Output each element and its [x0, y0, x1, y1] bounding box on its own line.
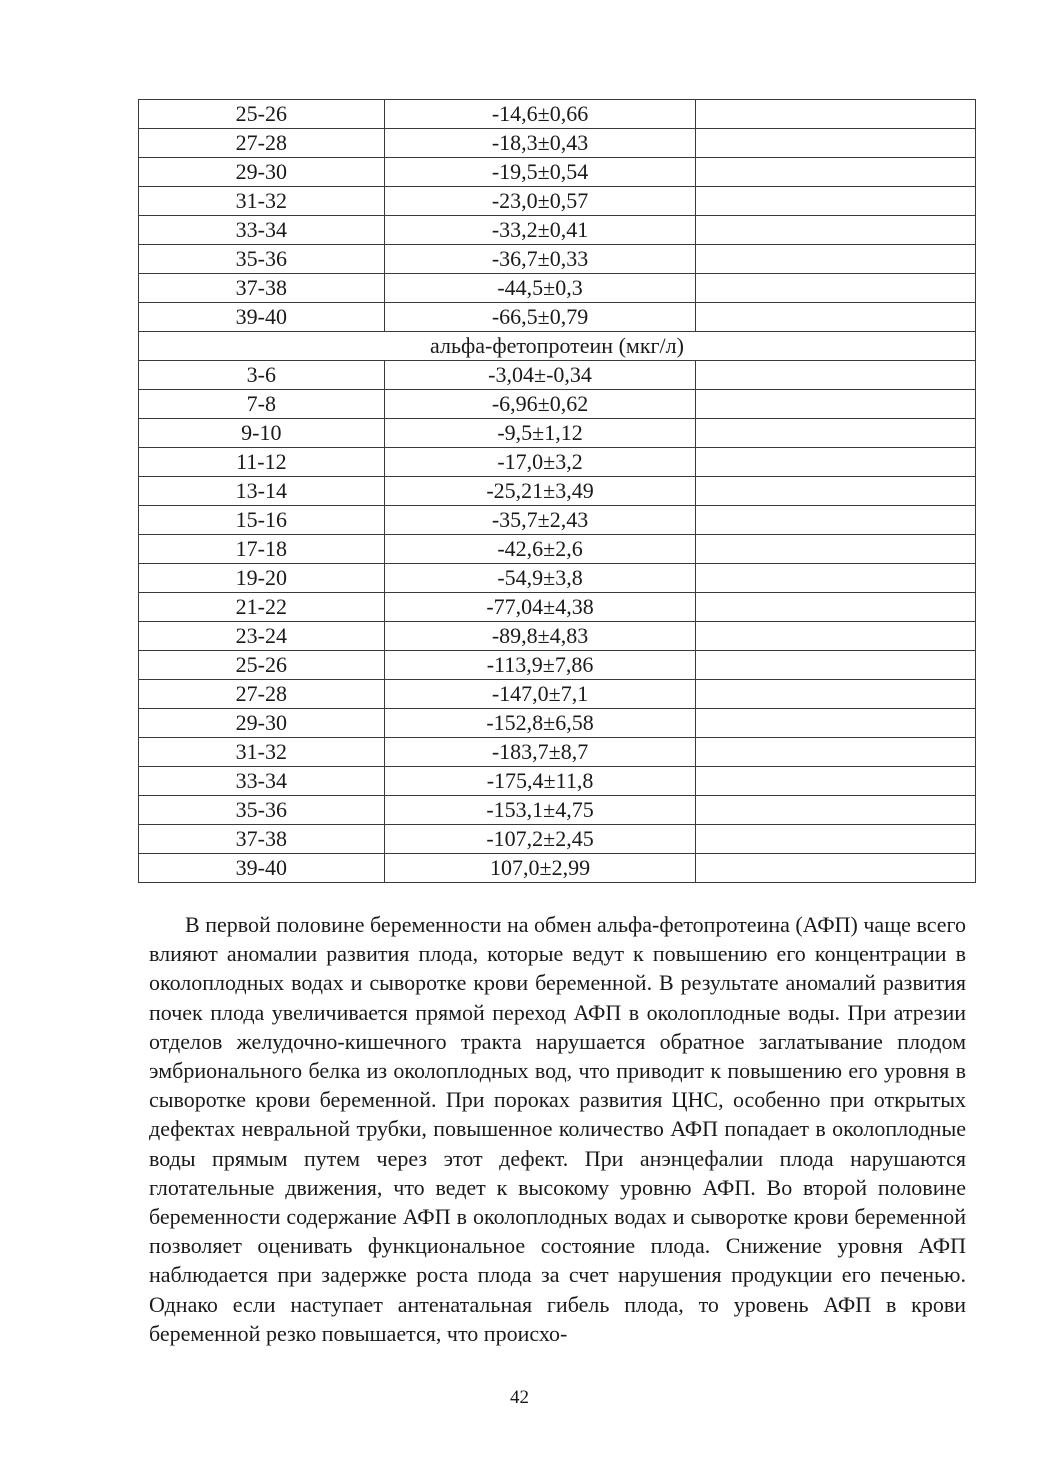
table-cell-period: 23-24 [139, 622, 385, 651]
table-cell-value: -175,4±11,8 [384, 767, 696, 796]
table-cell-value: -66,5±0,79 [384, 303, 696, 332]
table-cell-note [696, 419, 976, 448]
table-row [139, 245, 976, 274]
table-cell-note [696, 680, 976, 709]
table-cell-note [696, 796, 976, 825]
table-cell-period: 29-30 [139, 709, 385, 738]
table-cell-value: -77,04±4,38 [384, 593, 696, 622]
table-cell-value: -44,5±0,3 [384, 274, 696, 303]
table-cell-note [696, 129, 976, 158]
table-row [139, 680, 976, 709]
table-cell-value: -147,0±7,1 [384, 680, 696, 709]
table-row [139, 390, 976, 419]
table-cell-note [696, 187, 976, 216]
table-cell-note [696, 245, 976, 274]
table-cell-note [696, 593, 976, 622]
table-cell-period: 35-36 [139, 796, 385, 825]
table-cell-value: -18,3±0,43 [384, 129, 696, 158]
table-cell-value: -19,5±0,54 [384, 158, 696, 187]
table-cell-note [696, 274, 976, 303]
table-cell-value: -183,7±8,7 [384, 738, 696, 767]
table-cell-period: 3-6 [139, 361, 385, 390]
table-cell-note [696, 854, 976, 883]
table-cell-period: 15-16 [139, 506, 385, 535]
table-cell-value: -36,7±0,33 [384, 245, 696, 274]
table-row [139, 129, 976, 158]
table-cell-value: -152,8±6,58 [384, 709, 696, 738]
table-cell-period: 33-34 [139, 216, 385, 245]
table-cell-period: 17-18 [139, 535, 385, 564]
table-cell-period: 39-40 [139, 854, 385, 883]
page-number: 42 [510, 1387, 529, 1408]
table-cell-value: -35,7±2,43 [384, 506, 696, 535]
table-cell-note [696, 825, 976, 854]
table-row [139, 419, 976, 448]
table-cell-note [696, 564, 976, 593]
table-row [139, 709, 976, 738]
table-row [139, 825, 976, 854]
table-row [139, 303, 976, 332]
table-cell-note [696, 390, 976, 419]
table-cell-period: 35-36 [139, 245, 385, 274]
data-table [138, 99, 976, 883]
table-row [139, 564, 976, 593]
table-cell-value: -25,21±3,49 [384, 477, 696, 506]
table-row [139, 796, 976, 825]
table-cell-value: -33,2±0,41 [384, 216, 696, 245]
table-row [139, 506, 976, 535]
table-cell-note [696, 506, 976, 535]
table-cell-value: -153,1±4,75 [384, 796, 696, 825]
table-row [139, 100, 976, 129]
table-row [139, 187, 976, 216]
table-cell-value: -6,96±0,62 [384, 390, 696, 419]
table-cell-value: -54,9±3,8 [384, 564, 696, 593]
table-row [139, 854, 976, 883]
table-row [139, 593, 976, 622]
table-row [139, 216, 976, 245]
table-cell-period: 21-22 [139, 593, 385, 622]
table-row [139, 767, 976, 796]
table-cell-note [696, 216, 976, 245]
table-cell-value: 107,0±2,99 [384, 854, 696, 883]
table-body [139, 100, 976, 883]
table-row [139, 158, 976, 187]
table-cell-value: -23,0±0,57 [384, 187, 696, 216]
table-cell-period: 9-10 [139, 419, 385, 448]
table-cell-period: 7-8 [139, 390, 385, 419]
table-cell-note [696, 361, 976, 390]
table-cell-period: 39-40 [139, 303, 385, 332]
table-cell-note [696, 158, 976, 187]
table-row [139, 622, 976, 651]
table-row [139, 651, 976, 680]
table-row [139, 361, 976, 390]
table-section-header: альфа-фетопротеин (мкг/л) [139, 332, 976, 361]
table-cell-period: 27-28 [139, 129, 385, 158]
table-cell-value: -14,6±0,66 [384, 100, 696, 129]
table-cell-value: -113,9±7,86 [384, 651, 696, 680]
table-cell-value: -42,6±2,6 [384, 535, 696, 564]
table-row [139, 448, 976, 477]
table-cell-note [696, 535, 976, 564]
table-cell-value: -9,5±1,12 [384, 419, 696, 448]
table-cell-period: 11-12 [139, 448, 385, 477]
table-cell-period: 25-26 [139, 100, 385, 129]
table-cell-note [696, 448, 976, 477]
table-section-row [139, 332, 976, 361]
table-cell-value: -107,2±2,45 [384, 825, 696, 854]
table-cell-period: 37-38 [139, 825, 385, 854]
table-cell-note [696, 303, 976, 332]
table-cell-note [696, 651, 976, 680]
table-cell-note [696, 477, 976, 506]
table-row [139, 535, 976, 564]
table-cell-note [696, 100, 976, 129]
table-cell-period: 37-38 [139, 274, 385, 303]
table-cell-period: 33-34 [139, 767, 385, 796]
table-row [139, 274, 976, 303]
table-cell-note [696, 709, 976, 738]
table-cell-value: -89,8±4,83 [384, 622, 696, 651]
table-cell-period: 31-32 [139, 738, 385, 767]
body-paragraph: В первой половине беременности на обмен альфа-фетопротеина (АФП) чаще всего влияют аномалии развития плода, которые ведут к повышению его концентрации в околоплодных водах и сыворотке крови беременной. В результате аномалий развития почек плода увеличивается прямой переход АФП в околоплодные воды. При атрезии отделов желудочно-кишечного тракта нарушается обратное заглатывание плодом эмбрионального белка из околоплодных вод, что приводит к повышению его уровня в сыворотке крови беременной. При пороках развития ЦНС, особенно при открытых дефектах невральной трубки, повышенное количество АФП попадает в околоплодные воды прямым путем через этот дефект. При анэнцефалии плода нарушаются глотательные движения, что ведет к высокому уровню АФП. Во второй половине беременности содержание АФП в околоплодных водах и сыворотке крови беременной позволяет оценивать функциональное состояние плода. Снижение уровня АФП наблюдается при задержке роста плода за счет нарушения продукции его печенью. Однако если наступает антенатальная гибель плода, то уровень АФП в крови беременной резко повышается, что происхо- [149, 912, 966, 1346]
table-cell-period: 19-20 [139, 564, 385, 593]
table-cell-period: 27-28 [139, 680, 385, 709]
table-row [139, 477, 976, 506]
table-cell-period: 31-32 [139, 187, 385, 216]
table-cell-period: 25-26 [139, 651, 385, 680]
table-row [139, 738, 976, 767]
table-cell-value: -3,04±-0,34 [384, 361, 696, 390]
table-cell-value: -17,0±3,2 [384, 448, 696, 477]
table-cell-note [696, 767, 976, 796]
table-cell-note [696, 738, 976, 767]
table-cell-period: 13-14 [139, 477, 385, 506]
table-cell-period: 29-30 [139, 158, 385, 187]
table-cell-note [696, 622, 976, 651]
